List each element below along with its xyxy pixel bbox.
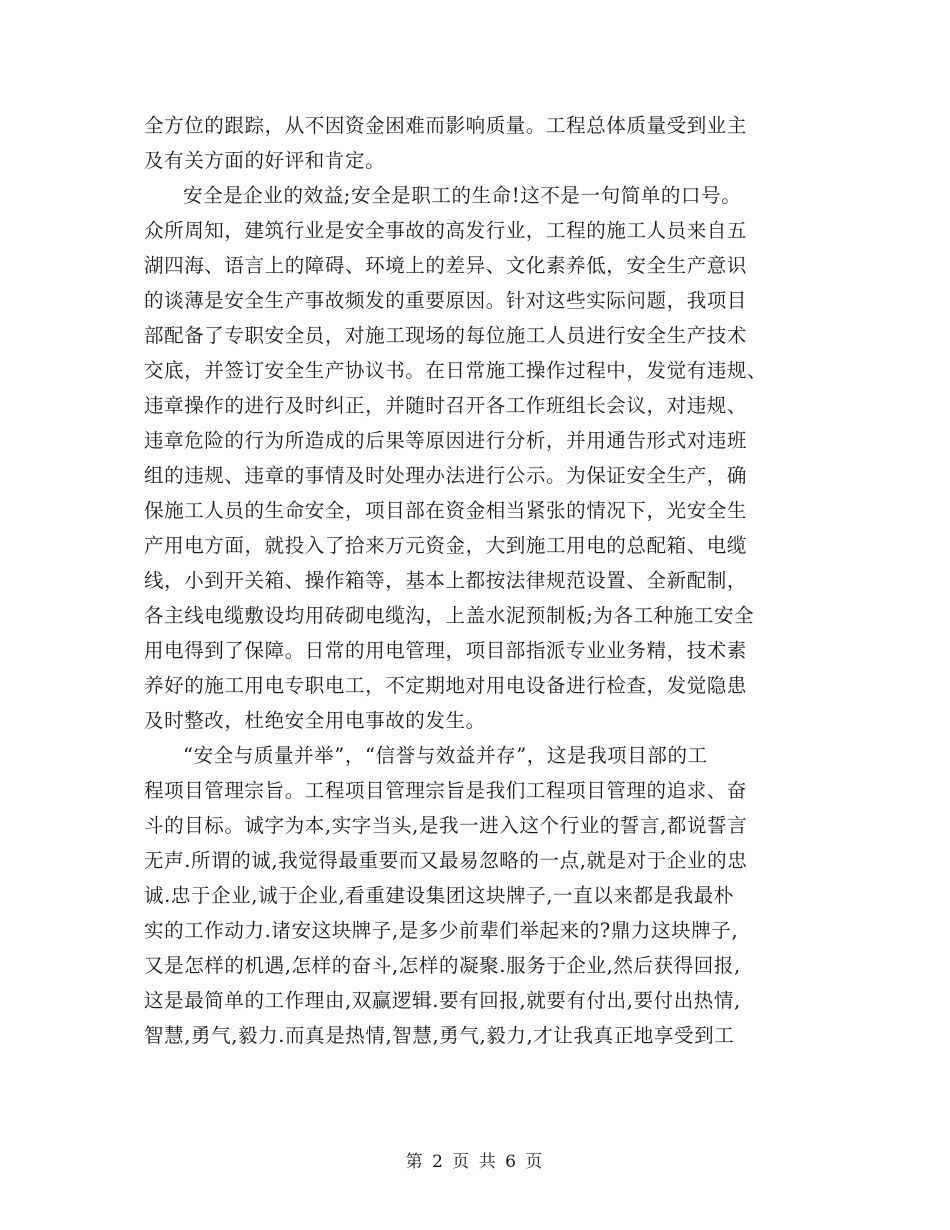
page-number-footer: 第 2 页 共 6 页 — [405, 1152, 545, 1172]
text-line: 线，小到开关箱、操作箱等，基本上都按法律规范设置、全新配制， — [144, 569, 748, 592]
text-line: 实的工作动力.诸安这块牌子,是多少前辈们举起来的?鼎力这块牌子, — [144, 919, 739, 942]
document-body — [144, 108, 812, 1053]
text-line: 违章操作的进行及时纠正，并随时召开各工作班组长会议，对违规、 — [144, 394, 748, 417]
text-line: “安全与质量并举”，“信誉与效益并存”，这是我项目部的工 — [183, 744, 708, 767]
text-line: 组的违规、违章的事情及时处理办法进行公示。为保证安全生产，确 — [144, 464, 748, 487]
text-line: 保施工人员的生命安全，项目部在资金相当紧张的情况下，光安全生 — [144, 499, 748, 522]
text-line: 用电得到了保障。日常的用电管理，项目部指派专业业务精，技术素 — [144, 639, 748, 662]
paragraph — [144, 178, 812, 738]
text-line: 安全是企业的效益;安全是职工的生命!这不是一句简单的口号。 — [183, 184, 742, 207]
text-line: 部配备了专职安全员，对施工现场的每位施工人员进行安全生产技术 — [144, 324, 748, 347]
text-line: 诚.忠于企业,诚于企业,看重建设集团这块牌子,一直以来都是我最朴 — [144, 884, 734, 907]
text-line: 程项目管理宗旨。工程项目管理宗旨是我们工程项目管理的追求、奋 — [144, 779, 748, 802]
text-line: 及有关方面的好评和肯定。 — [144, 149, 386, 172]
text-line: 无声.所谓的诚,我觉得最重要而又最易忽略的一点,就是对于企业的忠 — [144, 849, 748, 872]
text-line: 智慧,勇气,毅力.而真是热情,智慧,勇气,毅力,才让我真正地享受到工 — [144, 1024, 735, 1047]
text-line: 斗的目标。诚字为本,实字当头,是我一进入这个行业的誓言,都说誓言 — [144, 814, 748, 837]
text-line: 违章危险的行为所造成的后果等原因进行分析，并用通告形式对违班 — [144, 429, 748, 452]
text-line: 产用电方面，就投入了拾来万元资金，大到施工用电的总配箱、电缆 — [144, 534, 748, 557]
paragraph — [144, 108, 812, 178]
text-line: 的谈薄是安全生产事故频发的重要原因。针对这些实际问题，我项目 — [144, 289, 748, 312]
text-line: 养好的施工用电专职电工，不定期地对用电设备进行检查，发觉隐患 — [144, 674, 748, 697]
paragraph — [144, 738, 812, 1053]
text-line: 及时整改，杜绝安全用电事故的发生。 — [144, 709, 486, 732]
text-line: 各主线电缆敷设均用砖砌电缆沟，上盖水泥预制板;为各工种施工安全 — [144, 604, 755, 627]
text-line: 又是怎样的机遇,怎样的奋斗,怎样的凝聚.服务于企业,然后获得回报, — [144, 954, 741, 977]
text-line: 交底，并签订安全生产协议书。在日常施工操作过程中，发觉有违规、 — [144, 359, 768, 382]
text-line: 这是最简单的工作理由,双赢逻辑.要有回报,就要有付出,要付出热情, — [144, 989, 741, 1012]
text-line: 众所周知，建筑行业是安全事故的高发行业，工程的施工人员来自五 — [144, 219, 748, 242]
text-line: 全方位的跟踪，从不因资金困难而影响质量。工程总体质量受到业主 — [144, 114, 748, 137]
text-line: 湖四海、语言上的障碍、环境上的差异、文化素养低，安全生产意识 — [144, 254, 748, 277]
